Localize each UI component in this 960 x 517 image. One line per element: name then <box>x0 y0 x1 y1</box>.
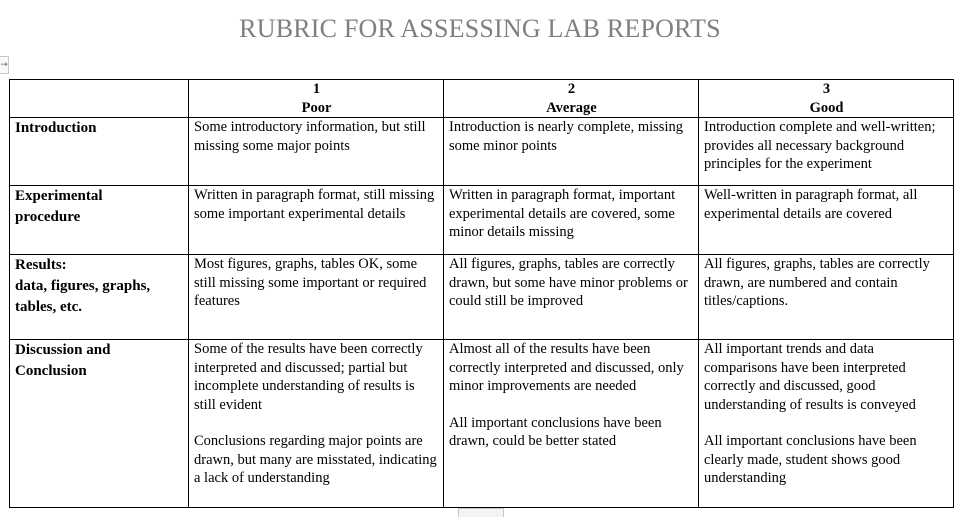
descriptor-text: Conclusions regarding major points are drawn, but many are misstated, indicating a lack of understanding <box>194 433 437 486</box>
rubric-cell-poor <box>189 118 444 186</box>
header-empty-cell <box>10 80 189 118</box>
descriptor-text: Written in paragraph format, still missing some important experimental details <box>194 187 435 222</box>
rubric-cell-poor <box>189 340 444 508</box>
descriptor-text: Some introductory information, but still missing some major points <box>194 119 426 154</box>
criterion-label: data, figures, graphs, <box>15 278 151 294</box>
table-move-handle[interactable] <box>0 56 9 74</box>
criterion-cell <box>10 340 189 508</box>
header-row <box>10 80 954 118</box>
row-discussion-conclusion <box>10 340 954 508</box>
descriptor-text: Some of the results have been correctly interpreted and discussed; partial but incomplete understanding of results is still evident <box>194 341 423 413</box>
descriptor-text: Almost all of the results have been correctly interpreted and discussed, only minor improvements are needed <box>449 341 684 394</box>
score-label: Good <box>809 99 844 116</box>
rubric-cell-good <box>699 255 954 340</box>
criterion-cell <box>10 118 189 186</box>
criterion-label: Introduction <box>15 120 97 136</box>
descriptor-text: All important trends and data comparisons have been interpreted correctly and discussed, good understanding of results is conveyed <box>704 341 916 413</box>
row-results <box>10 255 954 340</box>
score-number: 3 <box>822 81 831 97</box>
row-introduction <box>10 118 954 186</box>
criterion-cell <box>10 186 189 255</box>
document-title: RUBRIC FOR ASSESSING LAB REPORTS <box>239 14 721 43</box>
descriptor-text: Introduction complete and well-written; provides all necessary background principles for the experiment <box>704 119 936 172</box>
descriptor-text: All important conclusions have been clearly made, student shows good understanding <box>704 433 917 486</box>
table-move-arrow-icon: → <box>0 60 8 70</box>
criterion-cell <box>10 255 189 340</box>
rubric-cell-average <box>444 340 699 508</box>
criterion-label: Experimental <box>15 188 103 204</box>
rubric-cell-good <box>699 340 954 508</box>
score-label: Poor <box>301 99 332 116</box>
header-cell-poor <box>189 80 444 118</box>
criterion-label: procedure <box>15 209 81 225</box>
criterion-label: Discussion and <box>15 342 111 358</box>
descriptor-text: Well-written in paragraph format, all experimental details are covered <box>704 187 918 222</box>
criterion-label: tables, etc. <box>15 299 83 315</box>
descriptor-text: All figures, graphs, tables are correctly drawn, but some have minor problems or could still be improved <box>449 256 688 309</box>
row-experimental-procedure <box>10 186 954 255</box>
rubric-cell-good <box>699 118 954 186</box>
rubric-cell-average <box>444 255 699 340</box>
criterion-label: Results: <box>15 257 67 273</box>
header-cell-average <box>444 80 699 118</box>
descriptor-text: All figures, graphs, tables are correctly drawn, are numbered and contain titles/captions. <box>704 256 930 309</box>
descriptor-text: Most figures, graphs, tables OK, some still missing some important or required features <box>194 256 427 309</box>
score-number: 2 <box>567 81 576 97</box>
criterion-label: Conclusion <box>15 363 87 379</box>
header-cell-good <box>699 80 954 118</box>
score-label: Average <box>546 99 597 116</box>
rubric-cell-good <box>699 186 954 255</box>
rubric-cell-average <box>444 186 699 255</box>
rubric-cell-poor <box>189 186 444 255</box>
score-number: 1 <box>312 81 321 97</box>
rubric-cell-poor <box>189 255 444 340</box>
rubric-table <box>9 79 954 508</box>
descriptor-text: Introduction is nearly complete, missing some minor points <box>449 119 683 154</box>
descriptor-text: All important conclusions have been drawn, could be better stated <box>449 414 662 449</box>
rubric-cell-average <box>444 118 699 186</box>
descriptor-text: Written in paragraph format, important experimental details are covered, some minor details missing <box>449 187 676 240</box>
